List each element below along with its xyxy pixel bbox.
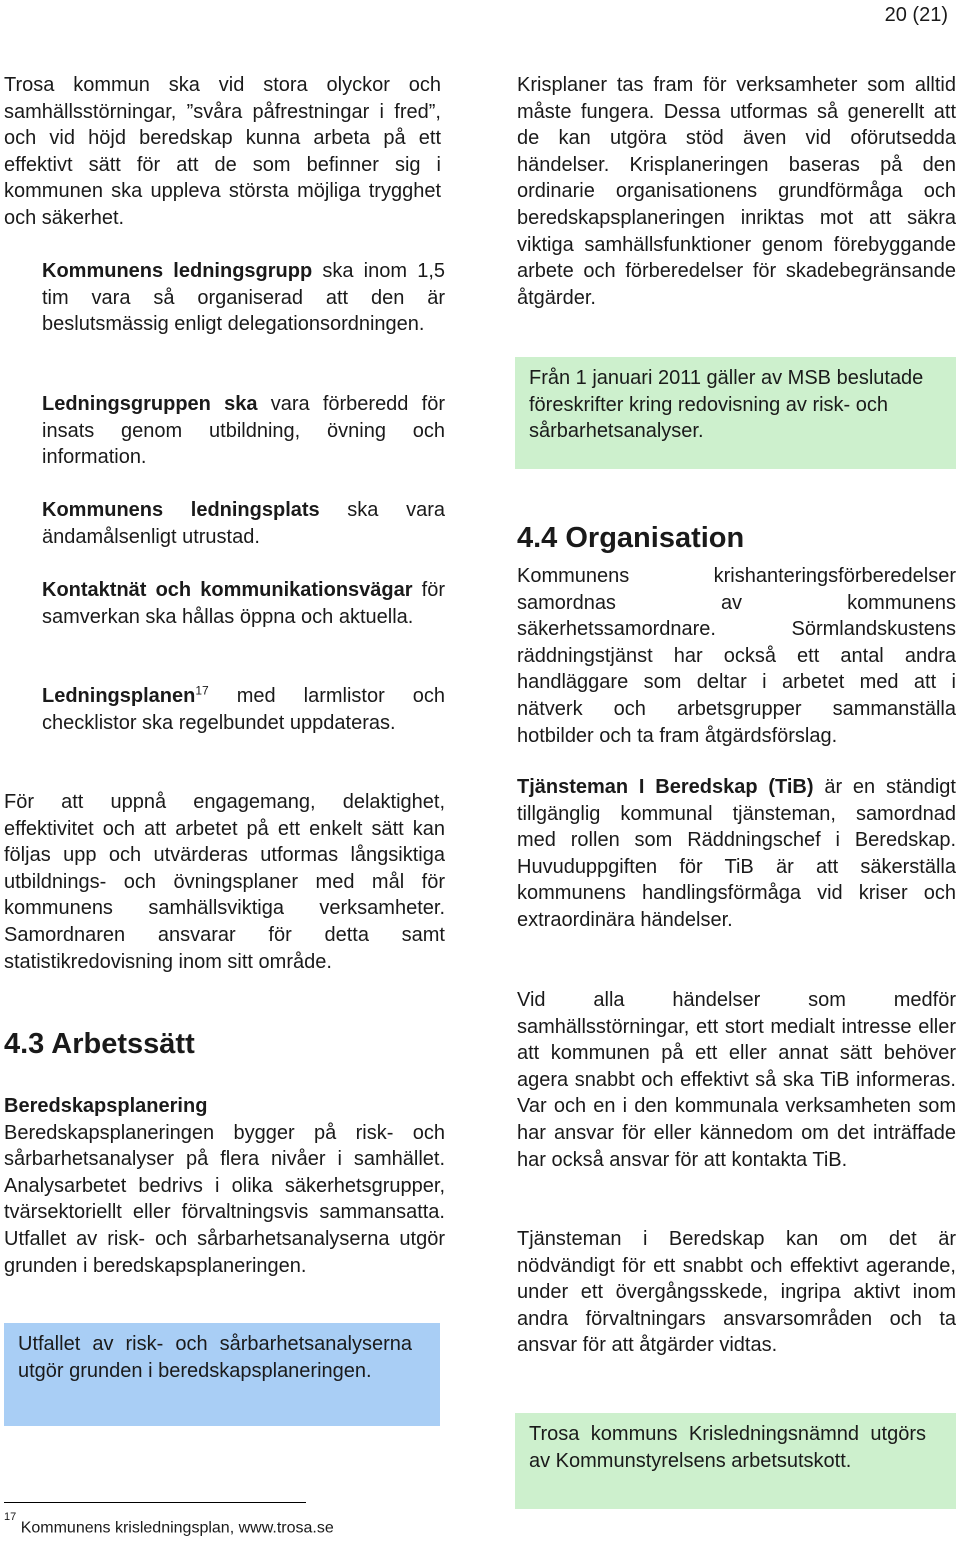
tib-authority-paragraph: Tjänsteman i Beredskap kan om det är nödvändigt för ett snabbt och effektivt agerande, under ett övergångsskede, ingripa aktivt inom andra förvaltningars ansvarsområden och ta ansvar för att åtgärder vidtas. xyxy=(517,1228,956,1357)
engagement-paragraph: För att uppnå engagemang, delaktighet, effektivitet och att arbetet på ett enkelt sätt kan följas upp och utvärderas utformas långsiktiga utbildnings- och övningsplaner med mål för kommunens samhällsviktiga verksamheter. Samordnaren ansvarar för detta samt statistikredovisning inom sitt område. xyxy=(4,791,445,973)
goal-term: Ledningsgruppen ska xyxy=(42,393,258,415)
goal-term: Kommunens ledningsplats xyxy=(42,499,320,521)
highlight-box-blue xyxy=(4,1323,440,1426)
tib-text: är en ständigt tillgänglig kommunal tjänsteman, samordnad med rollen som Räddningschef i Beredskap. Huvuduppgiften för TiB är att säkerställa kommunens handlingsförmåga vid kriser och extraordinära händelser. xyxy=(517,776,956,931)
highlight-box-green-msb xyxy=(515,357,956,469)
tib-paragraph xyxy=(517,774,956,934)
footnote xyxy=(4,1512,334,1539)
highlight-text: Utfallet av risk- och sårbarhetsanalyserna utgör grunden i beredskapsplaneringen. xyxy=(18,1333,412,1382)
goal-text: ska vara ändamålsenligt utrustad. xyxy=(42,499,445,548)
subheading-beredskapsplanering: Beredskapsplanering xyxy=(4,1095,208,1117)
krisplaner-paragraph: Krisplaner tas fram för verksamheter som alltid måste fungera. Dessa utformas så generellt att de kan utgöra stöd även vid oförutsedda händelser. Krisplaneringen baseras på den ordinarie organisationens grundförmåga och beredskapsplaneringen inriktas mot att säkra viktiga samhällsfunktioner genom förebyggande arbete och förberedelser för skadebegränsande åtgärder. xyxy=(517,74,956,309)
goal-term: Kontaktnät och kommunikationsvägar xyxy=(42,579,413,601)
goal-ledningsplanen xyxy=(42,683,445,736)
goal-term: Kommunens ledningsgrupp xyxy=(42,260,313,282)
beredskap-block xyxy=(4,1093,445,1279)
goal-ledningsplats xyxy=(42,497,445,550)
footnote-number: 17 xyxy=(4,1511,17,1523)
highlight-text: Trosa kommuns Krisledningsnämnd utgörs av Kommunstyrelsens arbetsutskott. xyxy=(529,1423,926,1472)
footnote-separator xyxy=(4,1502,306,1503)
goal-text: ska inom 1,5 tim vara så organiserad att den är beslutsmässig enligt delegationsordningen. xyxy=(42,260,445,336)
goal-ledningsgrupp xyxy=(42,258,445,338)
section-heading-4-4: 4.4 Organisation xyxy=(517,522,745,554)
page-number: 20 (21) xyxy=(884,4,948,26)
beredskap-paragraph: Beredskapsplaneringen bygger på risk- och sårbarhetsanalyser på flera nivåer i samhället. Analysarbetet bedrivs i olika säkerhetsgrupper, tvärsektoriellt eller förvaltningsvis sammansatta. Utfallet av risk- och sårbarhetsanalyserna utgör grunden i beredskapsplaneringen. xyxy=(4,1121,445,1277)
goal-kontaktnat xyxy=(42,577,445,630)
intro-paragraph: Trosa kommun ska vid stora olyckor och samhällsstörningar, ”svåra påfrestningar i fred”, och vid höjd beredskap kunna arbeta på ett effektivt sätt för att de som befinner sig i kommunen ska uppleva största möjliga trygghet och säkerhet. xyxy=(4,74,441,229)
tib-term: Tjänsteman I Beredskap (TiB) xyxy=(517,776,814,798)
footnote-ref: 17 xyxy=(195,683,209,698)
section-heading-4-3: 4.3 Arbetssätt xyxy=(4,1028,195,1060)
goal-text: med larmlistor och checklistor ska regelbundet uppdateras. xyxy=(42,685,445,734)
highlight-box-green-krisledning xyxy=(515,1413,956,1509)
goal-text: vara förberedd för insats genom utbildning, övning och information. xyxy=(42,393,445,469)
highlight-text: Från 1 januari 2011 gäller av MSB beslutade föreskrifter kring redovisning av risk- och sårbarhetsanalyser. xyxy=(529,367,924,443)
goal-forberedd xyxy=(42,391,445,471)
organisation-paragraph: Kommunens krishanteringsförberedelser samordnas av kommunens säkerhetssamordnare. Sörmlandskustens räddningstjänst har också ett antal andra handläggare som deltar i arbetet med att i nätverk och arbetsgrupper sammanställa hotbilder och ta fram åtgärdsförslag. xyxy=(517,565,956,747)
goal-term: Ledningsplanen xyxy=(42,685,196,707)
goal-text: för samverkan ska hållas öppna och aktuella. xyxy=(42,579,445,628)
footnote-text: Kommunens krisledningsplan, www.trosa.se xyxy=(20,1519,334,1537)
media-paragraph: Vid alla händelser som medför samhällsstörningar, ett stort medialt intresse eller att kommunen på ett eller annat sätt behöver agera snabbt och effektivt så ska TiB informeras. Var och en i den kommunala verksamheten som har ansvar för eller kännedom om det inträffade har också ansvar för att kontakta TiB. xyxy=(517,989,956,1171)
